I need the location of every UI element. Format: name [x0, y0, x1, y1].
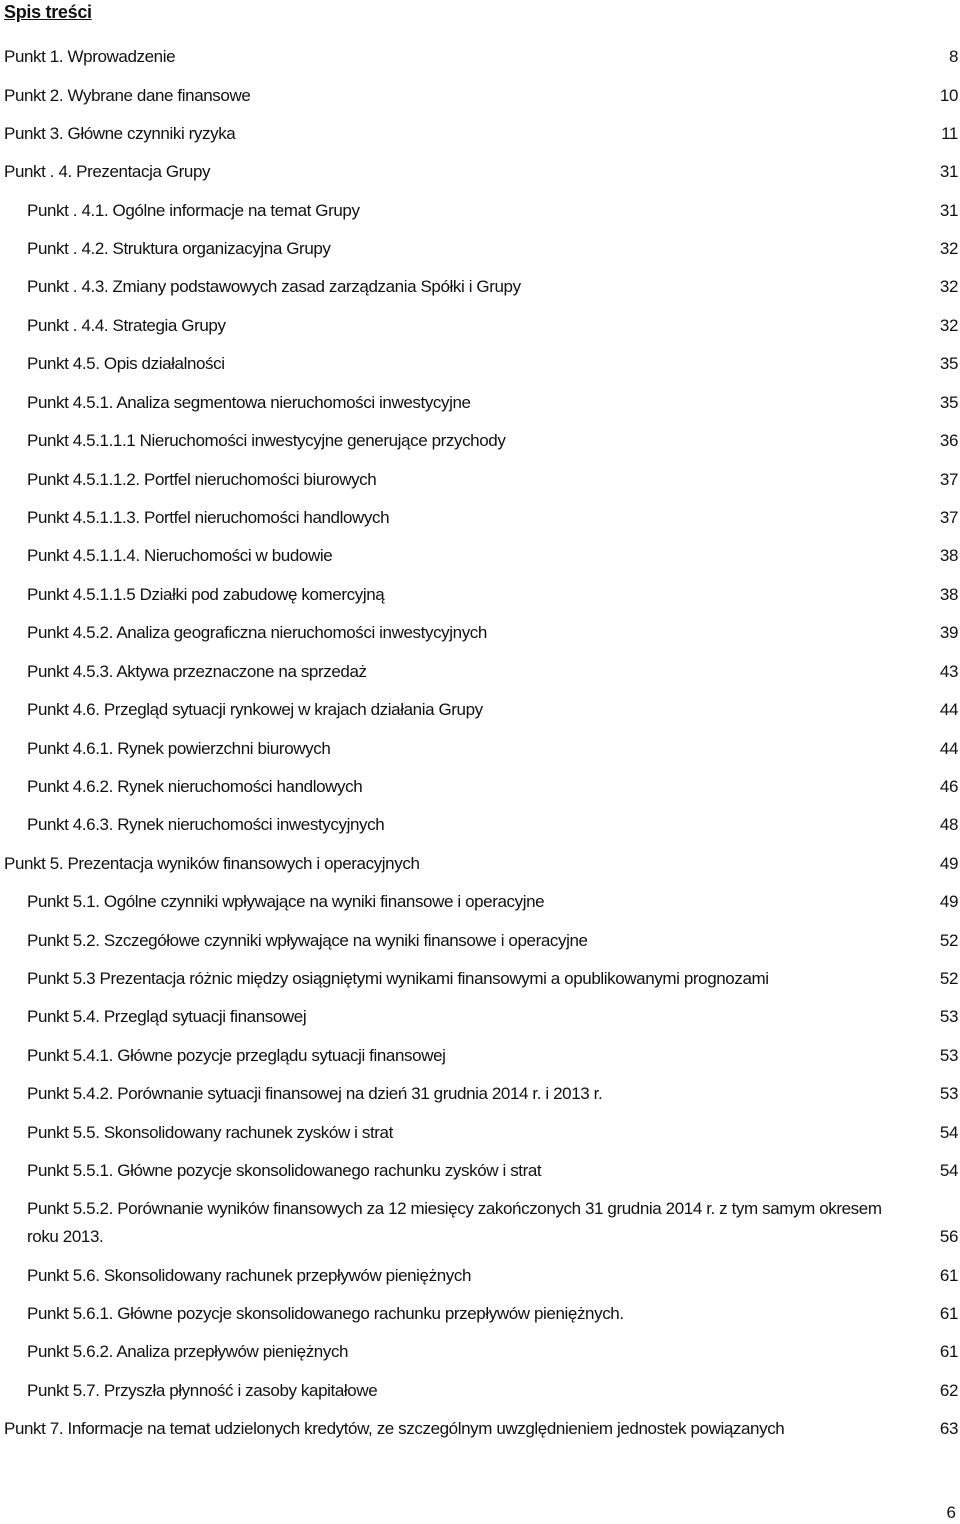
toc-entry[interactable]: [27, 238, 958, 260]
toc-entry-text: Punkt 5.6.1. Główne pozycje skonsolidowanego rachunku przepływów pieniężnych.: [27, 1304, 624, 1323]
toc-entry-text: Punkt 5.5. Skonsolidowany rachunek zysków i strat: [27, 1123, 393, 1142]
toc-entry-text: Punkt 3. Główne czynniki ryzyka: [4, 124, 236, 143]
toc-entry-page: 11: [941, 124, 958, 143]
toc-entry[interactable]: [27, 1122, 958, 1144]
toc-entry-text: Punkt 5.1. Ogólne czynniki wpływające na wyniki finansowe i operacyjne: [27, 892, 545, 911]
toc-entry-text: Punkt 1. Wprowadzenie: [4, 47, 176, 66]
toc-entry-text-continued: roku 2013.: [27, 1227, 104, 1246]
toc-entry[interactable]: [27, 930, 958, 952]
toc-entry[interactable]: [27, 776, 958, 798]
toc-entry-text: Punkt 5.2. Szczegółowe czynniki wpływające na wyniki finansowe i operacyjne: [27, 931, 588, 950]
toc-entry[interactable]: [27, 738, 958, 760]
toc-entry[interactable]: [27, 814, 958, 836]
toc-entry[interactable]: [27, 545, 958, 567]
toc-entry[interactable]: [27, 584, 958, 606]
toc-entry[interactable]: [27, 1303, 958, 1325]
toc-entry-page: 61: [939, 1304, 958, 1323]
toc-entry-text: Punkt 4.6.3. Rynek nieruchomości inwestycyjnych: [27, 815, 385, 834]
toc-entry[interactable]: [4, 85, 958, 107]
toc-entry[interactable]: [27, 1198, 958, 1248]
toc-entry-page: 39: [939, 623, 958, 642]
toc-entry[interactable]: [27, 315, 958, 337]
toc-entry-text: Punkt 5.6. Skonsolidowany rachunek przepływów pieniężnych: [27, 1266, 472, 1285]
toc-entry[interactable]: [27, 968, 958, 990]
toc-entry-text: Punkt 4.5.1.1.2. Portfel nieruchomości biurowych: [27, 470, 377, 489]
page-number: 6: [946, 1503, 956, 1522]
toc-entry-page: 44: [939, 700, 958, 719]
toc-entry-page: 53: [939, 1084, 958, 1103]
toc-entry-page: 43: [939, 662, 958, 681]
toc-entry[interactable]: [4, 46, 958, 68]
toc-entry-page: 52: [939, 931, 958, 950]
toc-entry-text: Punkt 5.7. Przyszła płynność i zasoby kapitałowe: [27, 1381, 378, 1400]
toc-entry-text: Punkt 4.6.2. Rynek nieruchomości handlowych: [27, 777, 363, 796]
toc-entry-text: Punkt 4.5.1.1.1 Nieruchomości inwestycyjne generujące przychody: [27, 431, 506, 450]
toc-entry-text: Punkt 5.5.2. Porównanie wyników finansowych za 12 miesięcy zakończonych 31 grudnia 2014 r. z tym samym okresem: [27, 1199, 882, 1218]
toc-entry-page: 53: [939, 1007, 958, 1026]
toc-entry-text: Punkt . 4. Prezentacja Grupy: [4, 162, 211, 181]
toc-entry[interactable]: [27, 1006, 958, 1028]
toc-entry[interactable]: [27, 507, 958, 529]
toc-entry[interactable]: [27, 699, 958, 721]
toc-entry-text: Punkt 4.5.1.1.5 Działki pod zabudowę komercyjną: [27, 585, 385, 604]
toc-entry[interactable]: [4, 123, 958, 145]
toc-entry-page: 54: [939, 1123, 958, 1142]
toc-entry[interactable]: [27, 622, 958, 644]
toc-entry-page: 31: [939, 201, 958, 220]
toc-entry[interactable]: [27, 392, 958, 414]
toc-entry-page: 31: [939, 162, 958, 181]
toc-entry-text: Punkt . 4.1. Ogólne informacje na temat Grupy: [27, 201, 360, 220]
toc-entry[interactable]: [4, 161, 958, 183]
toc-entry-text: Punkt 4.5.2. Analiza geograficzna nieruchomości inwestycyjnych: [27, 623, 487, 642]
toc-entry[interactable]: [27, 1265, 958, 1287]
toc-entry[interactable]: [27, 430, 958, 452]
toc-entry-page: 35: [939, 354, 958, 373]
toc-entry[interactable]: [27, 1341, 958, 1363]
toc-entry-page: 48: [939, 815, 958, 834]
toc-entry-text: Punkt 4.5.1.1.4. Nieruchomości w budowie: [27, 546, 333, 565]
toc-entry-text: Punkt 5.4. Przegląd sytuacji finansowej: [27, 1007, 307, 1026]
toc-entry[interactable]: [27, 469, 958, 491]
toc-entry-page: 52: [939, 969, 958, 988]
toc-entry-page: 54: [939, 1161, 958, 1180]
toc-entry[interactable]: [27, 1083, 958, 1105]
toc-entry-page: 62: [939, 1381, 958, 1400]
toc-entry-text: Punkt 4.5.1.1.3. Portfel nieruchomości handlowych: [27, 508, 390, 527]
toc-entry-text: Punkt 5.4.1. Główne pozycje przeglądu sytuacji finansowej: [27, 1046, 446, 1065]
toc-entry[interactable]: [27, 200, 958, 222]
toc-entry-page: 32: [939, 239, 958, 258]
toc-entry-text: Punkt 4.5. Opis działalności: [27, 354, 225, 373]
toc-entry-text: Punkt 5.3 Prezentacja różnic między osiągniętymi wynikami finansowymi a opublikowanymi prognozami: [27, 969, 769, 988]
toc-entry-page: 63: [939, 1419, 958, 1438]
toc-entry-text: Punkt 4.6. Przegląd sytuacji rynkowej w krajach działania Grupy: [27, 700, 483, 719]
toc-entry-text: Punkt . 4.3. Zmiany podstawowych zasad zarządzania Spółki i Grupy: [27, 277, 521, 296]
toc-entry-page: 35: [939, 393, 958, 412]
toc-entry-page: 38: [939, 546, 958, 565]
toc-entry-text: Punkt 5.5.1. Główne pozycje skonsolidowanego rachunku zysków i strat: [27, 1161, 542, 1180]
toc-entry-text: Punkt 4.6.1. Rynek powierzchni biurowych: [27, 739, 331, 758]
toc-entry-text: Punkt 4.5.1. Analiza segmentowa nieruchomości inwestycyjne: [27, 393, 471, 412]
toc-entry-page: 61: [939, 1266, 958, 1285]
toc-entry-text: Punkt . 4.4. Strategia Grupy: [27, 316, 226, 335]
toc-entry-page: 53: [939, 1046, 958, 1065]
toc-entry[interactable]: [27, 1160, 958, 1182]
toc-title: Spis treści: [4, 2, 92, 22]
toc-entry-page: 36: [939, 431, 958, 450]
toc-entry[interactable]: [4, 853, 958, 875]
toc-entry-text: Punkt 4.5.3. Aktywa przeznaczone na sprzedaż: [27, 662, 367, 681]
toc-entry[interactable]: [27, 1380, 958, 1402]
toc-entry[interactable]: [4, 1418, 958, 1440]
toc-entry[interactable]: [27, 1045, 958, 1067]
toc-entry-text: Punkt 7. Informacje na temat udzielonych kredytów, ze szczególnym uwzględnieniem jednostek powiązanych: [4, 1419, 785, 1438]
toc-entry-page: 32: [939, 277, 958, 296]
toc-entry-text: Punkt 5. Prezentacja wyników finansowych i operacyjnych: [4, 854, 420, 873]
toc-entry-page: 8: [948, 47, 958, 66]
toc-entry-text: Punkt . 4.2. Struktura organizacyjna Grupy: [27, 239, 331, 258]
toc-entry-page: 49: [939, 892, 958, 911]
toc-entry-text: Punkt 2. Wybrane dane finansowe: [4, 86, 251, 105]
toc-entry-page: 37: [939, 470, 958, 489]
toc-entry-page: 32: [939, 316, 958, 335]
toc-entry-text: Punkt 5.6.2. Analiza przepływów pieniężnych: [27, 1342, 349, 1361]
toc-entry-page: 38: [939, 585, 958, 604]
toc-entry-page: 61: [939, 1342, 958, 1361]
toc-entry-text: Punkt 5.4.2. Porównanie sytuacji finansowej na dzień 31 grudnia 2014 r. i 2013 r.: [27, 1084, 603, 1103]
toc-entry[interactable]: [27, 891, 958, 913]
toc-entry-page: 49: [939, 854, 958, 873]
toc-entry-page: 44: [939, 739, 958, 758]
toc-entry[interactable]: [27, 353, 958, 375]
toc-entry-page: 46: [939, 777, 958, 796]
toc-entry-page: 56: [939, 1227, 958, 1246]
toc-entry[interactable]: [27, 661, 958, 683]
toc-entry-page: 10: [939, 86, 958, 105]
toc-entry[interactable]: [27, 276, 958, 298]
toc-entry-page: 37: [939, 508, 958, 527]
